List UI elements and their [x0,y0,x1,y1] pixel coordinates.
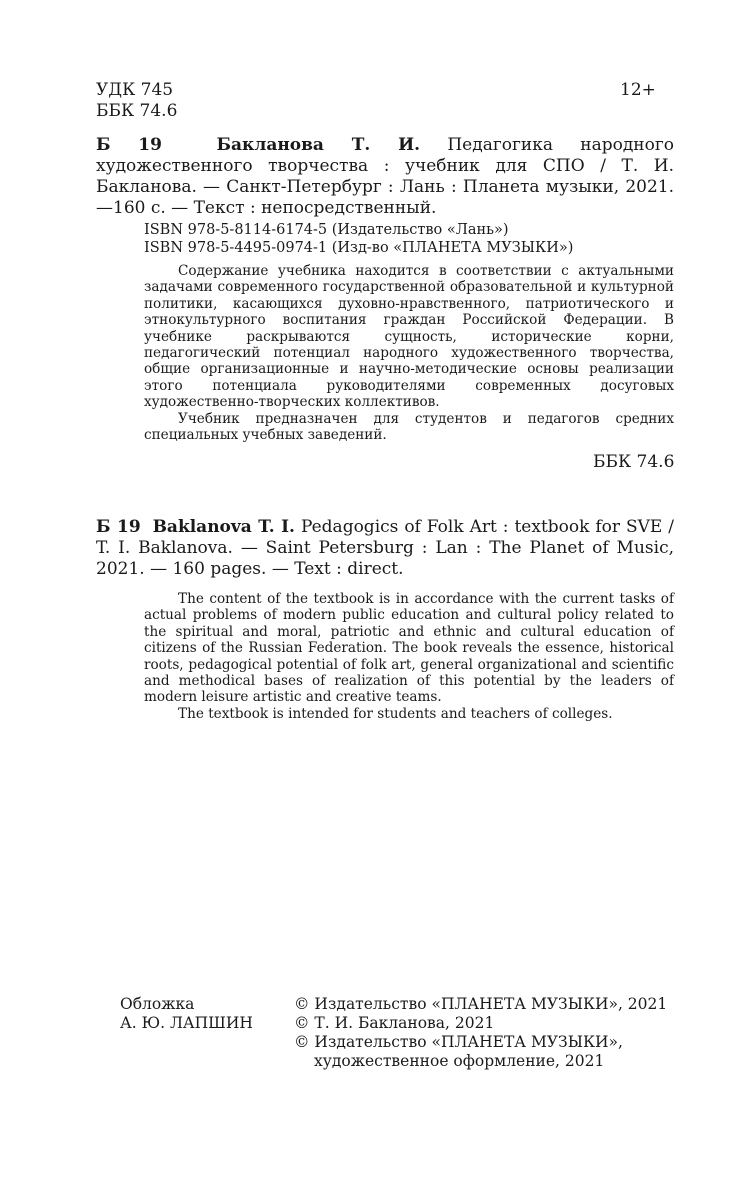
cover-artist: А. Ю. ЛАПШИН [120,1014,253,1032]
copyright-publisher: © Издательство «ПЛАНЕТА МУЗЫКИ», 2021 [294,995,668,1013]
ru-entry-description: Педагогика народного художественного творчества : учебник для СПО / Т. И. Бакланова. — Санкт-Петербург : Лань : Планета музыки, 2021. —160 с. — Текст : непосредственный. [96,135,674,218]
ru-abstract-paragraph-2: Учебник предназначен для студентов и педагогов средних специальных учебных заведений. [144,410,674,444]
en-abstract-paragraph-2: The textbook is intended for students and teachers of colleges. [178,705,613,722]
copyright-list [294,995,684,1071]
en-abstract [144,591,674,722]
copyright-design: © Издательство «ПЛАНЕТА МУЗЫКИ», художественное оформление, 2021 [294,1033,623,1070]
ru-abstract-paragraph-1: Содержание учебника находится в соответствии с актуальными задачами современного государственной образовательной и культурной политики, касающихся духовно-нравственного, патриотического и этнокультурного воспитания граждан Российской Федерации. В учебнике раскрываются сущность, исторические корни, педагогический потенциал народного художественного творчества, общие организационные и научно-методические основы реализации этого потенциала руководителями современных досуговых художественно-творческих коллективов. [144,263,674,411]
isbn-planeta: ISBN 978-5-4495-0974-1 (Изд-во «ПЛАНЕТА МУЗЫКИ») [144,240,574,256]
isbn-lan: ISBN 978-5-8114-6174-5 (Издательство «Лань») [144,222,509,238]
ru-entry-code: Б 19 [96,135,162,155]
en-entry [96,517,674,580]
en-entry-author: Baklanova T. I. [152,517,295,537]
ru-abstract [144,263,674,443]
bbk-code: ББК 74.6 [96,101,178,121]
copyright-author: © Т. И. Бакланова, 2021 [294,1014,495,1032]
ru-entry-author: Бакланова Т. И. [216,135,421,155]
en-entry-description: Pedagogics of Folk Art : textbook for SVE / T. I. Baklanova. — Saint Petersburg : Lan : The Planet of Music, 2021. — 160 pages. — Text : direct. [96,517,675,579]
bbk-bottom: ББК 74.6 [593,452,675,472]
en-entry-code: Б 19 [96,517,141,537]
udk-code: УДК 745 [96,80,174,100]
cover-label: Обложка [120,995,195,1013]
en-abstract-paragraph-1: The content of the textbook is in accordance with the current tasks of actual problems of modern public education and cultural policy related to the spiritual and moral, patriotic and ethnic and cultural education of citizens of the Russian Federation. The book reveals the essence, historical roots, pedagogical potential of folk art, general organizational and scientific and methodical bases of realization of this potential by the leaders of modern leisure artistic and creative teams. [144,591,674,706]
age-rating: 12+ [620,80,656,100]
ru-entry [96,135,674,219]
